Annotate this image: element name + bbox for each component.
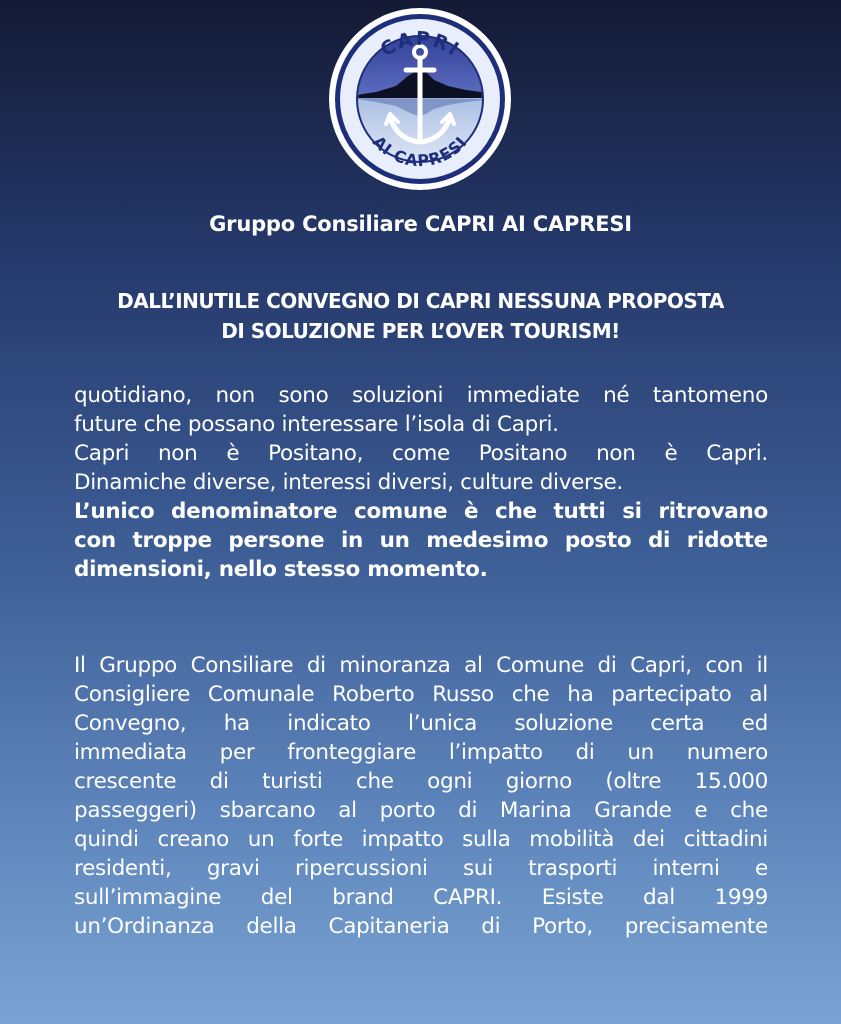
paragraph-2: [74, 651, 768, 941]
word: fronteggiare: [287, 740, 417, 765]
paragraph-2-line: [74, 680, 768, 709]
capri-ai-capresi-logo: [326, 6, 514, 192]
paragraph-1: [74, 381, 768, 584]
word: partecipato: [611, 682, 732, 707]
word: Comunale: [207, 682, 315, 707]
word: tutti: [553, 499, 606, 524]
word: Marina: [499, 798, 572, 823]
word: sbarcano: [219, 798, 316, 823]
word: un: [627, 740, 654, 765]
word: cittadini: [683, 827, 768, 852]
word: né: [603, 383, 630, 408]
word: creano: [157, 827, 230, 852]
word: Porto,: [532, 914, 593, 939]
word: 1999: [714, 885, 768, 910]
word: e: [755, 856, 768, 881]
word: per: [219, 740, 255, 765]
word: il: [756, 653, 768, 678]
word: con: [705, 653, 744, 678]
word: come: [391, 441, 450, 466]
word: sull’immagine: [74, 885, 222, 910]
word: Grande: [594, 798, 672, 823]
paragraph-2-line: [74, 912, 768, 941]
word: non: [596, 441, 636, 466]
paragraph-1-line: [74, 381, 768, 410]
word: immediate: [466, 383, 580, 408]
word: quindi: [74, 827, 139, 852]
word: Capri: [74, 441, 130, 466]
headline: [40, 286, 801, 346]
word: Positano: [478, 441, 568, 466]
word: sulla: [462, 827, 511, 852]
word: al: [749, 682, 768, 707]
word: del: [260, 885, 293, 910]
word: dei: [632, 827, 665, 852]
word: Capri.: [706, 441, 768, 466]
word: ritrovano: [658, 499, 768, 524]
word: non: [215, 383, 255, 408]
word: di: [481, 914, 501, 939]
word: soluzione: [514, 711, 613, 736]
word: posto: [564, 528, 632, 553]
word: che: [730, 798, 768, 823]
word: crescente: [74, 769, 177, 794]
paragraph-1-bold-line: [74, 526, 768, 555]
word: di: [306, 653, 326, 678]
word: Russo: [432, 682, 494, 707]
word: in: [340, 528, 364, 553]
word: Consigliere: [74, 682, 191, 707]
word: ogni: [427, 769, 473, 794]
word: immediata: [74, 740, 187, 765]
word: di: [597, 653, 617, 678]
paragraph-2-line: [74, 738, 768, 767]
word: ha: [223, 711, 250, 736]
headline-line-2: DI SOLUZIONE PER L’OVER TOURISM!: [221, 319, 620, 343]
word: sono: [278, 383, 329, 408]
word: che: [495, 499, 537, 524]
logo-bottom-text: AI CAPRESI: [368, 132, 471, 171]
word: sui: [463, 856, 493, 881]
word: comune: [354, 499, 448, 524]
word: Comune: [496, 653, 584, 678]
word: minoranza: [339, 653, 451, 678]
paragraph-2-line: [74, 796, 768, 825]
word: con: [74, 528, 116, 553]
word: della: [246, 914, 297, 939]
word: Convegno,: [74, 711, 187, 736]
paragraph-1-line: future che possano interessare l’isola di Capri.: [74, 412, 559, 437]
word: ed: [741, 711, 768, 736]
word: brand: [332, 885, 394, 910]
paragraph-1-line: Dinamiche diverse, interessi diversi, culture diverse.: [74, 470, 623, 495]
paragraph-2-line: [74, 825, 768, 854]
word: trasporti: [528, 856, 618, 881]
word: è: [664, 441, 678, 466]
word: l’unica: [408, 711, 477, 736]
word: Consiliare: [190, 653, 294, 678]
word: forte: [293, 827, 343, 852]
word: che: [511, 682, 550, 707]
paragraph-2-line: [74, 651, 768, 680]
word: Positano,: [268, 441, 364, 466]
word: Gruppo: [99, 653, 178, 678]
word: ripercussioni: [294, 856, 428, 881]
word: di: [575, 740, 595, 765]
word: L’unico: [74, 499, 155, 524]
word: denominatore: [171, 499, 338, 524]
word: medesimo: [426, 528, 549, 553]
word: di: [458, 798, 478, 823]
word: un’Ordinanza: [74, 914, 215, 939]
word: l’impatto: [448, 740, 543, 765]
word: passeggeri): [74, 798, 197, 823]
paragraph-1-line: [74, 439, 768, 468]
word: si: [622, 499, 642, 524]
word: è: [464, 499, 479, 524]
word: ha: [567, 682, 594, 707]
word: un: [379, 528, 410, 553]
word: al: [464, 653, 483, 678]
logo-emblem: [326, 6, 514, 192]
word: turisti: [262, 769, 323, 794]
word: tantomeno: [652, 383, 768, 408]
word: impatto: [361, 827, 444, 852]
paragraph-1-bold-line: [74, 497, 768, 526]
word: quotidiano,: [74, 383, 192, 408]
word: troppe: [132, 528, 212, 553]
word: mobilità: [529, 827, 615, 852]
word: interni: [652, 856, 720, 881]
word: certa: [650, 711, 705, 736]
word: un: [247, 827, 275, 852]
paragraph-2-line: [74, 883, 768, 912]
word: porto: [379, 798, 436, 823]
word: giorno: [505, 769, 572, 794]
word: CAPRI.: [433, 885, 503, 910]
logo-top-text: CAPRI: [376, 27, 465, 62]
paragraph-2-line: [74, 854, 768, 883]
group-title: Gruppo Consiliare CAPRI AI CAPRESI: [209, 212, 632, 236]
word: residenti,: [74, 856, 172, 881]
word: Roberto: [332, 682, 415, 707]
word: (oltre: [605, 769, 662, 794]
word: ridotte: [686, 528, 768, 553]
word: Capri,: [630, 653, 692, 678]
word: non: [157, 441, 198, 466]
word: che: [355, 769, 394, 794]
word: soluzioni: [351, 383, 444, 408]
word: Il: [74, 653, 86, 678]
word: dal: [643, 885, 675, 910]
word: persone: [228, 528, 325, 553]
headline-line-1: DALL’INUTILE CONVEGNO DI CAPRI NESSUNA PROPOSTA: [117, 289, 724, 313]
word: numero: [686, 740, 768, 765]
word: di: [647, 528, 671, 553]
paragraph-1-bold-line: dimensioni, nello stesso momento.: [74, 557, 488, 582]
word: indicato: [287, 711, 371, 736]
word: gravi: [206, 856, 260, 881]
word: è: [226, 441, 240, 466]
word: 15.000: [694, 769, 768, 794]
paragraph-2-line: [74, 709, 768, 738]
word: Esiste: [541, 885, 604, 910]
word: precisamente: [624, 914, 768, 939]
word: al: [338, 798, 357, 823]
paragraph-2-line: [74, 767, 768, 796]
word: di: [209, 769, 229, 794]
word: e: [694, 798, 708, 823]
word: Capitaneria: [328, 914, 450, 939]
